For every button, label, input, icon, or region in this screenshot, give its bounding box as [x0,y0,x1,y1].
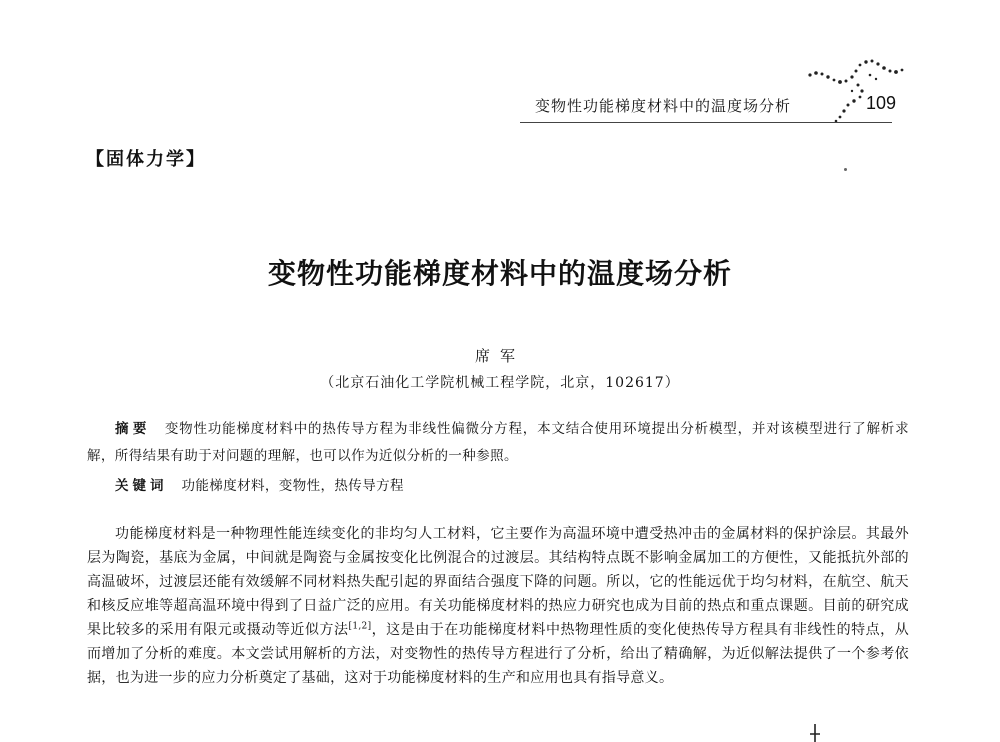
header-rule [520,122,892,123]
abstract-label: 摘要 [115,421,151,437]
section-label: 【固体力学】 [86,149,206,170]
affiliation: （北京石油化工学院机械工程学院，北京，102617） [320,375,680,391]
running-header: 变物性功能梯度材料中的温度场分析 [535,97,792,115]
citation: [1,2] [348,621,372,632]
keywords-label: 关键词 [115,478,168,494]
body-text-part-2: ，这是由于在功能梯度材料中热物理性质的变化使热传导方程具有非线性的特点，从而增加了分析的难度。本文尝试用解析的方法，对变物性的热传导方程进行了分析，给出了精确解，为近似解法提供了一个参考依据，也为进一步的应力分析奠定了基础，这对于功能梯度材料的生产和应用也具有指导意义。 [87,622,909,686]
scan-speck [844,168,847,171]
dotted-swirl-ornament-icon [800,55,910,125]
page-number: 109 [866,93,897,113]
abstract-text: 变物性功能梯度材料中的热传导方程为非线性偏微分方程，本文结合使用环境提出分析模型，并对该模型进行了解析求解，所得结果有助于对问题的理解，也可以作为近似分析的一种参照。 [87,421,909,464]
keywords [115,474,905,494]
scan-mark [808,724,822,742]
paper-title: 变物性功能梯度材料中的温度场分析 [267,257,732,290]
author: 席军 [474,347,525,365]
body-paragraph [87,522,909,690]
body-text-part-1: 功能梯度材料是一种物理性能连续变化的非均匀人工材料，它主要作为高温环境中遭受热冲击的金属材料的保护涂层。其最外层为陶瓷，基底为金属，中间就是陶瓷与金属按变化比例混合的过渡层。其结构特点既不影响金属加工的方便性，又能抵抗外部的高温破坏，过渡层还能有效缓解不同材料热失配引起的界面结合强度下降的问题。所以，它的性能远优于均匀材料，在航空、航天和核反应堆等超高温环境中得到了日益广泛的应用。有关功能梯度材料的热应力研究也成为目前的热点和重点课题。目前的研究成果比较多的采用有限元或摄动等近似方法 [87,526,909,638]
abstract [87,416,909,470]
keywords-text: 功能梯度材料，变物性，热传导方程 [181,478,404,494]
